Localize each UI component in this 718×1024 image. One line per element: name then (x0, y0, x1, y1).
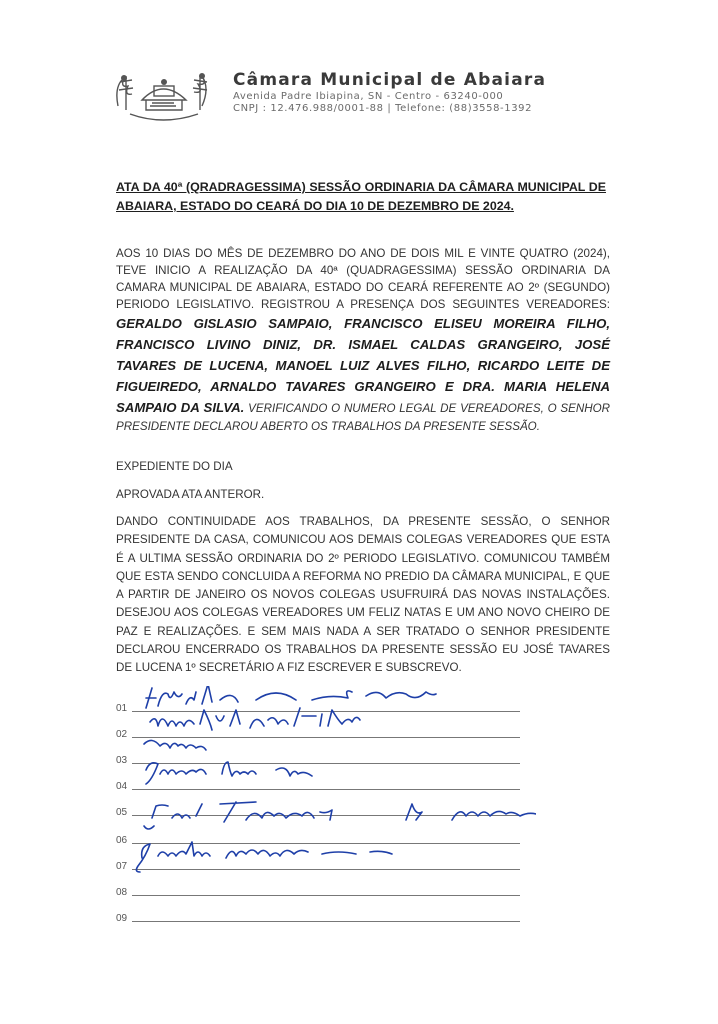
opening-closing: VERIFICANDO O NUMERO LEGAL DE VEREADORES, O SENHOR PRESIDENTE DECLAROU ABERTO OS TRABALHOS DA PRESENTE SESSÃO. (116, 402, 610, 433)
municipal-crest-logo (110, 66, 220, 124)
signature-line-number: 07 (116, 861, 128, 872)
signature-line-number: 03 (116, 755, 128, 766)
org-name: Câmara Municipal de Abaiara (233, 70, 547, 90)
document-title: ATA DA 40ª (QRADRAGESSIMA) SESSÃO ORDINARIA DA CÂMARA MUNICIPAL DE ABAIARA, ESTADO DO CEARÁ DO DIA 10 DE DEZEMBRO DE 2024. (116, 180, 606, 213)
signature-line-number: 04 (116, 781, 128, 792)
signature-line-number: 09 (116, 913, 128, 924)
councilor-names: GERALDO GISLASIO SAMPAIO, FRANCISCO ELISEU MOREIRA FILHO, FRANCISCO LIVINO DINIZ, DR. ISMAEL CALDAS GRANGEIRO, JOSÉ TAVARES DE LUCENA, MANOEL LUIZ ALVES FILHO, RICARDO LEITE DE FIGUEIREDO, ARNALDO TAVARES GRANGEIRO E DRA. MARIA HELENA SAMPAIO DA SILVA. (116, 316, 610, 415)
signature-line-number: 06 (116, 835, 128, 846)
signature-line (116, 790, 520, 820)
expediente-heading: EXPEDIENTE DO DIA (116, 460, 233, 473)
signature-line (116, 896, 520, 926)
opening-paragraph (116, 245, 610, 435)
signature-line-number: 08 (116, 887, 128, 898)
signature-line-number: 01 (116, 703, 128, 714)
org-address: Avenida Padre Ibiapina, SN - Centro - 63240-000 (233, 91, 504, 102)
org-cnpj-phone: CNPJ : 12.476.988/0001-88 | Telefone: (88)3558-1392 (233, 103, 533, 114)
signature-line-number: 02 (116, 729, 128, 740)
org-info (233, 70, 546, 114)
letterhead (110, 66, 630, 126)
main-paragraph: DANDO CONTINUIDADE AOS TRABALHOS, DA PRESENTE SESSÃO, O SENHOR PRESIDENTE DA CASA, COMUNICOU AOS DEMAIS COLEGAS VEREADORES QUE ESTA É A ULTIMA SESSÃO ORDINARIA DO 2º PERIODO LEGISLATIVO. COMUNICOU TAMBÉM QUE ESTA SENDO CONCLUIDA A REFORMA NO PREDIO DA CÂMARA MUNICIPAL, E QUE A PARTIR DE JANEIRO OS NOVOS COLEGAS USUFRUIRÁ DAS NOVAS INSTALAÇÕES. DESEJOU AOS COLEGAS VEREADORES UM FELIZ NATAS E UM ANO NOVO CHEIRO DE PAZ E REALIZAÇÕES. E SEM MAIS NADA A SER TRATADO O SENHOR PRESIDENTE DECLAROU ENCERRADO OS TRABALHOS DA PRESENTE SESSÃO EU JOSÉ TAVARES DE LUCENA 1º SECRETÁRIO A FIZ ESCREVER E SUBSCREVO. (116, 515, 610, 675)
signature-line-number: 05 (116, 807, 128, 818)
signature-block (116, 686, 536, 926)
opening-intro: AOS 10 DIAS DO MÊS DE DEZEMBRO DO ANO DE DOIS MIL E VINTE QUATRO (2024), TEVE INICIO A REALIZAÇÃO DA 40ª (QUADRAGESSIMA) SESSÃO ORDINARIA DA CAMARA MUNICIPAL DE ABAIARA, ESTADO DO CEARÁ REFERENTE AO 2º (SEGUNDO) PERIODO LEGISLATIVO. REGISTROU A PRESENÇA DOS SEGUINTES VEREADORES: (116, 247, 610, 311)
approval-note: APROVADA ATA ANTEROR. (116, 488, 265, 501)
